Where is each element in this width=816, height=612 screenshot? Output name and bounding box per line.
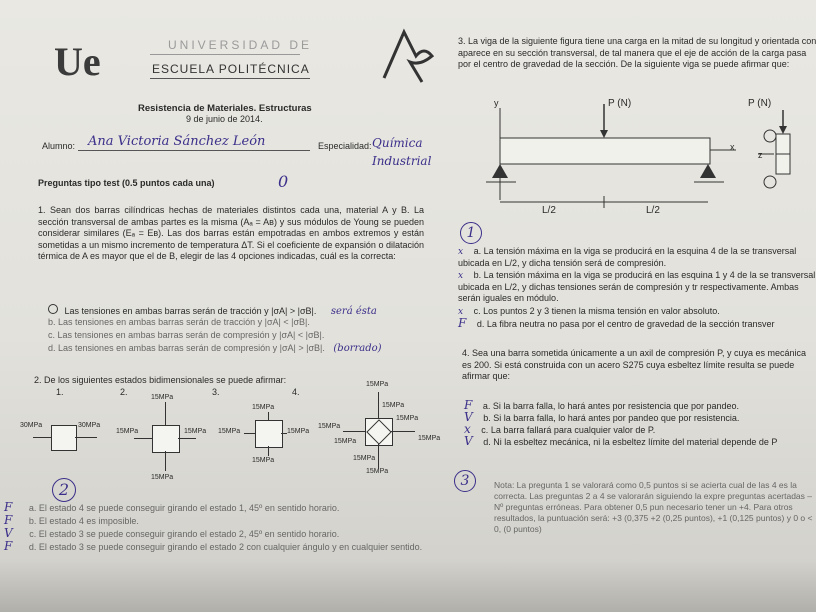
half-length-left: L/2 <box>542 205 556 216</box>
q1-option-b[interactable] <box>48 317 448 330</box>
q1-option-a-text: Las tensiones en ambas barras serán de tracción y |σA| > |σB|. <box>64 306 317 316</box>
q3-option-a-mark: x <box>458 247 464 257</box>
corner-3-marker <box>764 176 776 188</box>
header-rule-2 <box>150 78 310 79</box>
q2-option-a[interactable] <box>4 502 444 515</box>
q3-option-b-letter: b. <box>473 270 482 280</box>
q4-option-a-text: Si la barra falla, lo hará antes por resistencia que por pandeo. <box>492 401 740 411</box>
label-15mpa-bottom: 15MPa <box>366 468 389 475</box>
q4-option-b-mark: V <box>464 410 473 424</box>
q4-option-a-letter: a. <box>482 401 491 411</box>
q1-text: 1. Sean dos barras cilíndricas hechas de materiales distintos cada una, material A y B. La sección transversal de ambas partes es la misma (Aₐ = Aʙ) y sus módulos de Young se pueden considerar similares (Eₐ = Eʙ). Las dos barras están empotradas en ambos extremos y están sometidas a un mismo incremento de temperatura ΔT. Si el coeficiente de expansión o dilatación térmica de A es mayor que el de B, elegir de las 4 opciones indicadas, cuál es la correcta: <box>38 205 424 261</box>
section-mark: 0 <box>278 172 289 191</box>
q1-option-b-text: Las tensiones en ambas barras serán de tracción y |σA| < |σB|. <box>58 317 310 327</box>
q1-option-c-text: Las tensiones en ambas barras serán de compresión y |σA| < |σB|. <box>57 330 325 340</box>
q1-option-a[interactable] <box>48 304 448 317</box>
state-3-element <box>255 420 283 448</box>
q2-mark: 2 <box>52 478 76 502</box>
q1-option-d[interactable] <box>48 343 448 356</box>
specialty-value: Química Industrial <box>372 136 432 168</box>
section-load-label: P (N) <box>748 98 772 109</box>
label-15mpa-right: 15MPa <box>184 428 207 435</box>
state-2-label: 2. <box>120 387 128 397</box>
label-15mpa-right: 15MPa <box>396 415 419 422</box>
q2-option-b-text: El estado 4 es imposible. <box>38 516 139 526</box>
q3-option-d[interactable] <box>458 318 816 330</box>
load-arrow-head <box>600 130 608 138</box>
right-support <box>700 164 716 178</box>
arrow-left <box>33 437 51 438</box>
q1-option-d-letter: d. <box>48 343 56 353</box>
arrow-down <box>165 451 166 471</box>
state-2-element <box>152 425 180 453</box>
q3-option-c-letter: c. <box>473 306 481 316</box>
q1-option-a-note: será ésta <box>330 306 377 317</box>
note-mark: 3 <box>454 470 476 492</box>
label-30mpa-right: 30MPa <box>78 422 101 429</box>
q2-option-b-letter: b. <box>28 516 37 526</box>
q4-option-b-letter: b. <box>483 413 491 423</box>
label-30mpa-left: 30MPa <box>20 422 43 429</box>
university-logo: Ue <box>54 39 101 84</box>
load-label: P (N) <box>608 98 632 109</box>
q3-option-a-letter: a. <box>473 246 482 256</box>
q3-mark: 1 <box>460 222 482 244</box>
label-15mpa-bottom-left: 15MPa <box>353 455 376 462</box>
q1-option-d-text: Las tensiones en ambas barras serán de compresión y |σA| > |σB|. <box>58 343 325 353</box>
q3-option-b[interactable] <box>458 270 816 306</box>
section-title: Preguntas tipo test (0.5 puntos cada una) <box>38 178 215 188</box>
section-load-head <box>779 126 787 134</box>
q4-option-a[interactable] <box>464 400 816 412</box>
header-rule <box>150 54 300 55</box>
q4-option-d[interactable] <box>464 436 816 448</box>
q1-options <box>48 304 448 356</box>
q3-option-a[interactable] <box>458 246 816 270</box>
arrow-down-top <box>268 412 269 420</box>
label-15mpa-far-right: 15MPa <box>418 435 441 442</box>
q2-text: 2. De los siguientes estados bidimensionales se puede afirmar: <box>34 375 287 385</box>
student-label: Alumno: <box>42 141 76 151</box>
student-line <box>78 150 310 151</box>
q2-option-c-mark: V <box>4 526 13 540</box>
arrow-down <box>378 444 379 468</box>
q3-option-c[interactable] <box>458 306 816 318</box>
label-15mpa-bottom: 15MPa <box>151 474 174 481</box>
q4-option-d-letter: d. <box>483 437 491 447</box>
q1-option-b-letter: b. <box>48 317 56 327</box>
grading-note: Nota: La pregunta 1 se valorará como 0,5 puntos si se acierta cual de las 4 es la correcta. Las preguntas 2 a 4 se valorarán siguiendo la expre preguntas acertadas – Nº preguntas erróneas. Para obtener 0,5 pun necesario tener un +4. Para otros resultados, la puntuación será: +3 (0,375 +2 (0,25 puntos), +1 (0,125 puntos) y 0 o < 0, (0 puntos) <box>494 480 813 534</box>
student-name: Ana Victoria Sánchez León <box>88 134 266 149</box>
q1-option-c[interactable] <box>48 330 448 343</box>
q3-option-d-letter: d. <box>476 319 485 329</box>
axis-z-label: z <box>758 150 763 160</box>
q2-option-d-text: El estado 3 se puede conseguir girando el estado 2 con cualquier ángulo y en cualquier sentido. <box>38 542 423 552</box>
arrow-left <box>244 433 255 434</box>
q4-option-c-letter: c. <box>481 425 489 435</box>
q3-option-a-text: La tensión máxima en la viga se producirá en la esquina 4 de la se transversal ubicada en L/2, y dicha tensión será de compresión. <box>458 246 797 268</box>
q1-option-c-letter: c. <box>48 330 56 340</box>
university-name: UNIVERSIDAD DE <box>168 38 313 52</box>
q4-option-c-mark: x <box>464 422 471 436</box>
q2-option-a-letter: a. <box>28 503 37 513</box>
arrow-left <box>134 438 152 439</box>
label-15mpa-lower-left: 15MPa <box>334 438 357 445</box>
school-logo-icon <box>376 26 440 86</box>
arrow-right <box>178 438 196 439</box>
arrow-right <box>75 437 97 438</box>
q1-option-d-note: (borrado) <box>333 343 382 354</box>
q3-option-d-mark: F <box>458 316 467 330</box>
q4-option-d-mark: V <box>464 434 473 448</box>
state-4-label: 4. <box>292 387 300 397</box>
shadow-overlay <box>0 560 816 612</box>
label-15mpa-left: 15MPa <box>116 428 139 435</box>
radio-icon <box>48 304 58 314</box>
axis-y-label: y <box>494 98 499 108</box>
q4-option-c[interactable] <box>464 424 816 436</box>
label-15mpa-top: 15MPa <box>252 404 275 411</box>
axis-x-label: x <box>730 142 735 152</box>
label-15mpa-bottom: 15MPa <box>252 457 275 464</box>
label-15mpa-left: 15MPa <box>218 428 241 435</box>
q3-options <box>458 246 816 330</box>
arrow-right <box>391 431 415 432</box>
q2-option-d-mark: F <box>4 539 13 553</box>
label-15mpa-right: 15MPa <box>287 428 310 435</box>
q4-text: 4. Sea una barra sometida únicamente a un axil de compresión P, y cuya es mecánica es 200. Si está construida con un acero S275 cuya esbeltez límite resulta se puede afirmar que: <box>462 348 807 381</box>
q2-options <box>4 502 444 565</box>
label-15mpa-left: 15MPa <box>318 423 341 430</box>
q4-option-b[interactable] <box>464 412 816 424</box>
q3-text: 3. La viga de la siguiente figura tiene una carga en la mitad de su longitud y orientada con aparece en su sección transversal, de tal manera que el eje de acción de la carga pasa por el centro de gravedad de la sección. De la siguiente viga se puede afirmar que: <box>458 36 816 69</box>
q3-option-c-text: Los puntos 2 y 3 tienen la misma tensión en valor absoluto. <box>483 306 720 316</box>
label-15mpa-top: 15MPa <box>151 394 174 401</box>
specialty-label: Especialidad: <box>318 141 372 151</box>
arrow-up <box>378 392 379 418</box>
exam-title: Resistencia de Materiales. Estructuras <box>138 103 312 114</box>
q4-option-d-text: Ni la esbeltez mecánica, ni la esbeltez límite del material depende de P <box>493 437 778 447</box>
beam-diagram <box>476 90 816 220</box>
q3-option-b-mark: x <box>458 271 464 281</box>
q4-option-a-mark: F <box>464 398 473 412</box>
arrow-up <box>165 402 166 425</box>
beam-rect <box>500 138 710 164</box>
q3-option-b-text: La tensión máxima en la viga se producirá en las esquina 1 y 4 de la se transversal ubicada en L/2, y dichas tensiones serán de compresión y tr respectivamente. Ambas serán iguales en módulo. <box>458 270 816 303</box>
school-name: ESCUELA POLITÉCNICA <box>152 62 310 76</box>
q2-option-c[interactable] <box>4 528 444 541</box>
q2-option-b[interactable] <box>4 515 444 528</box>
q2-option-a-text: El estado 4 se puede conseguir girando el estado 1, 45º en sentido horario. <box>38 503 340 513</box>
q2-option-a-mark: F <box>4 500 13 514</box>
q3-option-d-text: La fibra neutra no pasa por el centro de gravedad de la sección transver <box>486 319 775 329</box>
q2-option-b-mark: F <box>4 513 13 527</box>
arrow-left <box>343 431 365 432</box>
state-1-element <box>51 425 77 451</box>
exam-date: 9 de junio de 2014. <box>186 114 263 124</box>
state-1-label: 1. <box>56 387 64 397</box>
q4-options <box>464 400 816 448</box>
half-length-right: L/2 <box>646 205 660 216</box>
arrow-up-bottom <box>268 446 269 456</box>
label-15mpa-top-right: 15MPa <box>382 402 405 409</box>
state-3-label: 3. <box>212 387 220 397</box>
q2-option-d-letter: d. <box>28 542 37 552</box>
q4-option-b-text: Si la barra falla, lo hará antes por pandeo que por resistencia. <box>493 413 740 423</box>
q4-option-c-text: La barra fallará para cualquier valor de P. <box>490 425 656 435</box>
q2-option-c-letter: c. <box>29 529 37 539</box>
q2-option-c-text: El estado 3 se puede conseguir girando el estado 2, 45º en sentido horario. <box>38 529 340 539</box>
corner-1-marker <box>764 130 776 142</box>
label-15mpa-top: 15MPa <box>366 381 389 388</box>
q3-option-c-mark: x <box>458 307 464 317</box>
left-support <box>492 164 508 178</box>
